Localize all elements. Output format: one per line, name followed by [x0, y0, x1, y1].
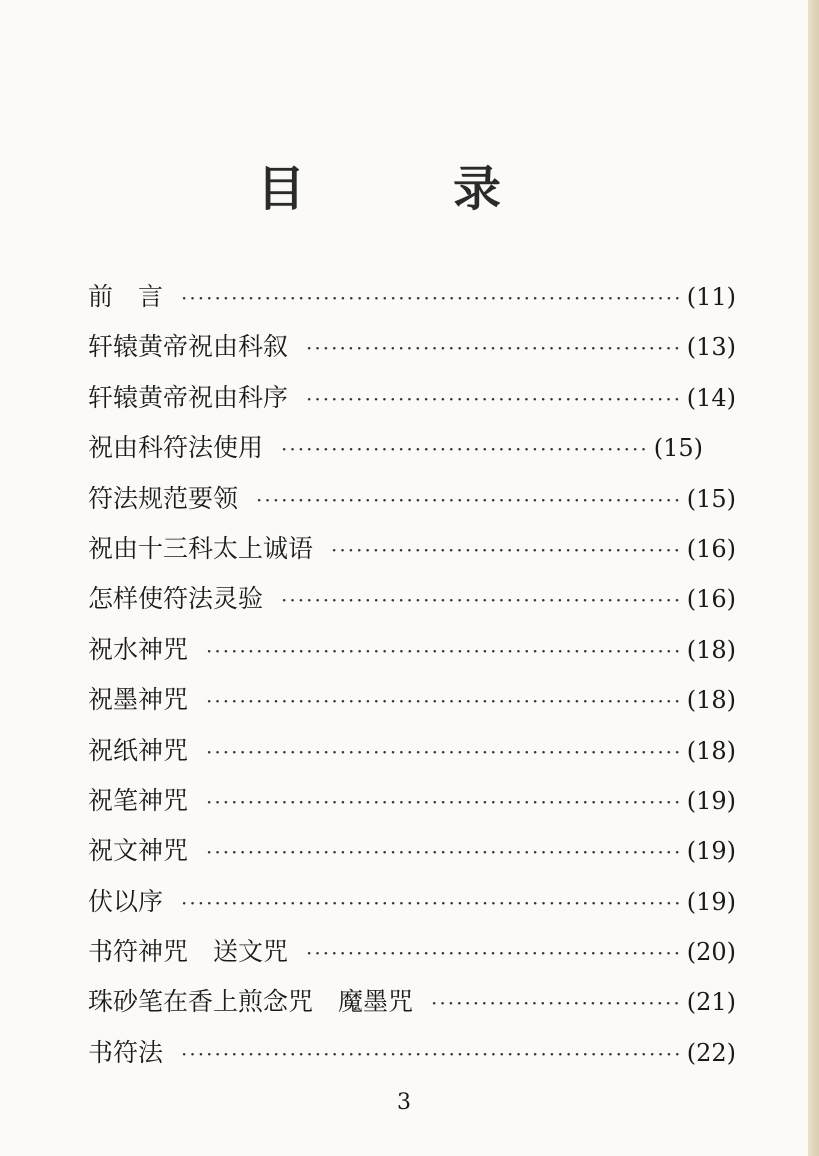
toc-entry	[88, 574, 736, 624]
toc-leader-dots	[431, 978, 683, 1028]
toc-entry	[88, 675, 736, 725]
toc-entry	[88, 322, 736, 372]
toc-entry-page: (19)	[686, 887, 736, 916]
toc-leader-dots	[181, 878, 683, 928]
toc-entry-label: 祝水神咒	[88, 634, 189, 664]
toc-entry	[88, 927, 736, 977]
toc-leader-dots	[306, 928, 683, 978]
toc-entry-page: (15)	[686, 484, 736, 513]
toc-entry	[88, 877, 736, 927]
toc-entry-label: 轩辕黄帝祝由科序	[88, 382, 289, 412]
toc-entry-label: 祝墨神咒	[88, 685, 189, 715]
toc-leader-dots	[256, 475, 683, 525]
toc-leader-dots	[281, 575, 683, 625]
toc-entry-label: 祝由科符法使用	[88, 433, 264, 463]
toc-entry-label: 祝文神咒	[88, 836, 189, 866]
page-edge	[808, 0, 819, 1156]
toc-entry	[88, 977, 736, 1027]
toc-entry-label: 祝笔神咒	[88, 785, 189, 815]
toc-entry-page: (14)	[686, 383, 736, 412]
toc-leader-dots	[206, 727, 683, 777]
toc-entry-page: (16)	[686, 534, 736, 563]
toc-leader-dots	[306, 374, 683, 424]
toc-entry-page: (15)	[653, 434, 703, 463]
toc-entry	[88, 625, 736, 675]
toc-entry	[88, 524, 736, 574]
toc-entry-page: (18)	[686, 635, 736, 664]
toc-entry-page: (20)	[686, 938, 736, 967]
page-title: 目 录	[256, 161, 551, 217]
toc-leader-dots	[206, 777, 683, 827]
toc-entry-page: (16)	[686, 585, 736, 614]
toc-entry	[88, 1028, 736, 1078]
toc-entry-label: 珠砂笔在香上煎念咒 魔墨咒	[88, 987, 414, 1017]
toc-entry-page: (11)	[686, 283, 736, 311]
toc-entry-page: (19)	[686, 837, 736, 866]
toc-entry	[88, 373, 736, 423]
toc-entry	[88, 776, 736, 826]
toc-entry	[88, 423, 703, 473]
toc-entry-label: 伏以序	[88, 886, 164, 916]
toc-entry-label: 怎样使符法灵验	[88, 584, 264, 614]
toc-entry-label: 轩辕黄帝祝由科叙	[88, 332, 289, 362]
page-number: 3	[397, 1090, 411, 1115]
toc-entry-page: (18)	[686, 686, 736, 715]
toc-entry-label: 前 言	[88, 282, 164, 311]
toc-leader-dots	[206, 676, 683, 726]
toc-entry-label: 书符法	[88, 1037, 164, 1067]
toc-entry-page: (21)	[686, 988, 736, 1017]
table-of-contents	[88, 272, 736, 1078]
toc-entry-page: (13)	[686, 333, 736, 362]
toc-entry	[88, 726, 736, 776]
toc-entry-label: 符法规范要领	[88, 483, 239, 513]
toc-leader-dots	[206, 626, 683, 676]
toc-leader-dots	[306, 323, 683, 373]
toc-entry	[88, 474, 736, 524]
toc-entry-page: (22)	[686, 1038, 736, 1067]
toc-leader-dots	[206, 827, 683, 877]
toc-entry	[88, 826, 736, 876]
toc-entry-label: 书符神咒 送文咒	[88, 937, 289, 967]
toc-entry-label: 祝纸神咒	[88, 735, 189, 765]
toc-leader-dots	[331, 525, 683, 575]
toc-entry-label: 祝由十三科太上诚语	[88, 533, 314, 563]
toc-entry-page: (19)	[686, 786, 736, 815]
toc-entry-page: (18)	[686, 736, 736, 765]
toc-leader-dots	[181, 1029, 683, 1079]
toc-leader-dots	[281, 424, 650, 474]
toc-leader-dots	[181, 273, 683, 323]
toc-entry	[88, 272, 736, 322]
